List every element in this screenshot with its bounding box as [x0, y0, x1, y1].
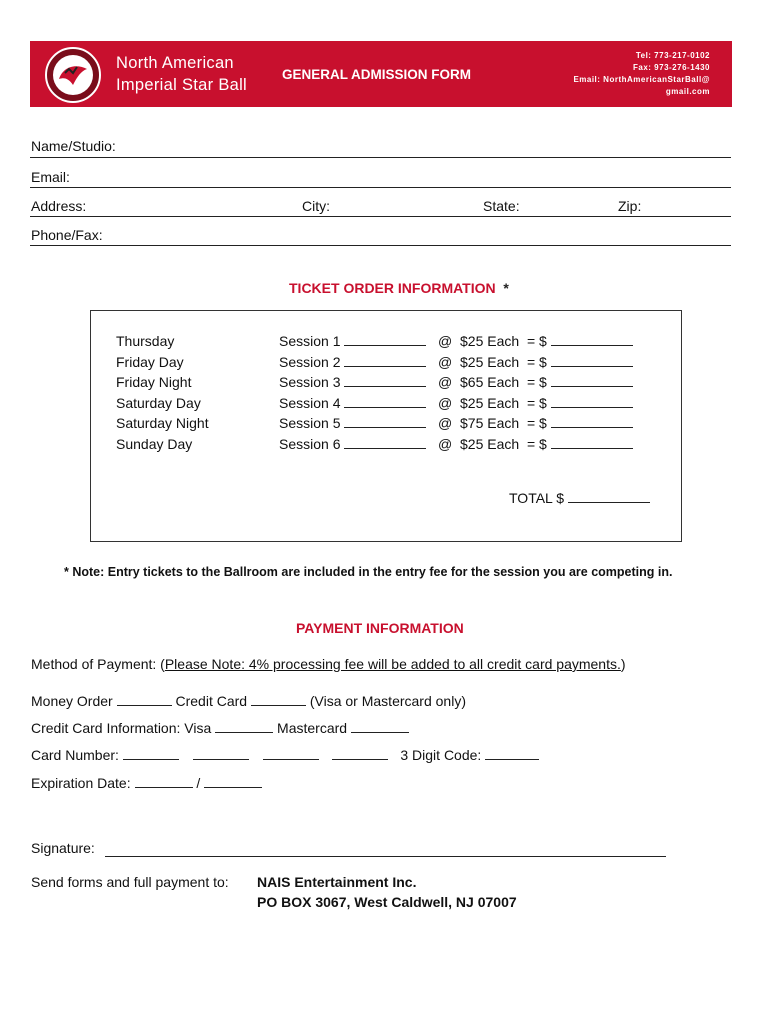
expiration-month-field[interactable] [135, 775, 193, 788]
method-of-payment [31, 656, 626, 672]
session-label: Session 6 [279, 435, 341, 452]
payment-section-title: PAYMENT INFORMATION [296, 620, 464, 636]
session-label: Session 5 [279, 415, 341, 431]
ticket-section-title [289, 280, 509, 296]
signature-field[interactable] [105, 856, 666, 857]
brand-line-2: Imperial Star Ball [116, 76, 248, 94]
session-qty-field[interactable] [344, 415, 426, 428]
price-row [438, 413, 633, 434]
brand-line-1: North American [116, 54, 234, 72]
payment-type-row [31, 693, 466, 709]
send-to-address: PO BOX 3067, West Caldwell, NJ 07007 [257, 894, 517, 910]
fax: Fax: 973-276-1430 [633, 63, 710, 72]
mastercard-field[interactable] [351, 720, 409, 733]
mastercard-label: Mastercard [277, 720, 348, 736]
price-label: $65 Each [460, 374, 520, 390]
address-label: Address: [31, 198, 87, 214]
at-symbol: @ [438, 333, 453, 349]
tel: Tel: 773-217-0102 [635, 51, 710, 60]
session-label: Session 2 [279, 353, 341, 370]
at-symbol: @ [438, 394, 453, 411]
session-row [279, 393, 426, 414]
equals-dollar: = $ [526, 353, 547, 370]
price-row [438, 372, 633, 393]
session-row [279, 372, 426, 393]
at-symbol: @ [438, 374, 453, 390]
card-number-field[interactable] [263, 747, 319, 760]
total-row [509, 490, 650, 506]
form-title: GENERAL ADMISSION FORM [282, 67, 472, 82]
day-item: Thursday [116, 333, 175, 349]
at-symbol: @ [438, 415, 453, 431]
session-row [279, 434, 426, 455]
equals-dollar: = $ [526, 435, 547, 452]
session-list [279, 331, 426, 454]
zip-label: Zip: [618, 198, 642, 214]
amount-field[interactable] [551, 415, 633, 428]
state-label: State: [483, 198, 520, 214]
city-label: City: [302, 198, 330, 214]
session-label: Session 1 [279, 333, 341, 349]
money-order-field[interactable] [117, 693, 172, 706]
email-line-1: Email: NorthAmericanStarBall@ [573, 75, 710, 84]
expiration-year-field[interactable] [204, 775, 262, 788]
phone-fax-label: Phone/Fax: [31, 227, 103, 243]
session-label: Session 3 [279, 374, 341, 390]
email-line-2: gmail.com [665, 87, 710, 96]
processing-fee-note: Please Note: 4% processing fee will be added to all credit card payments. [164, 656, 621, 672]
send-to-name: NAIS Entertainment Inc. [257, 874, 417, 890]
session-row [279, 413, 426, 434]
session-qty-field[interactable] [344, 333, 426, 346]
digit-code-field[interactable] [485, 747, 539, 760]
digit-code-label: 3 Digit Code: [400, 747, 482, 763]
money-order-label: Money Order [31, 693, 113, 709]
day-item: Sunday Day [116, 435, 193, 452]
session-qty-field[interactable] [344, 374, 426, 387]
price-label: $25 Each [460, 394, 520, 411]
address-field[interactable] [30, 216, 731, 217]
price-row [438, 331, 633, 352]
brand-name [116, 52, 247, 96]
credit-card-field[interactable] [251, 693, 306, 706]
card-type-row [31, 720, 409, 736]
price-label: $25 Each [460, 333, 520, 349]
expiration-row [31, 775, 262, 791]
session-row [279, 352, 426, 373]
email-field[interactable] [30, 187, 731, 188]
session-label: Session 4 [279, 394, 341, 411]
equals-dollar: = $ [526, 374, 547, 390]
amount-field[interactable] [551, 395, 633, 408]
ticket-asterisk: * [503, 280, 509, 296]
visa-mc-note: (Visa or Mastercard only) [309, 693, 466, 709]
equals-dollar: = $ [526, 333, 547, 349]
session-qty-field[interactable] [344, 436, 426, 449]
contact-info [573, 50, 710, 98]
phone-fax-field[interactable] [30, 245, 731, 246]
price-label: $25 Each [460, 435, 520, 452]
amount-field[interactable] [551, 354, 633, 367]
card-number-label: Card Number: [31, 747, 119, 763]
price-row [438, 352, 633, 373]
amount-field[interactable] [551, 374, 633, 387]
ticket-title-text: TICKET ORDER INFORMATION [289, 280, 496, 296]
expiration-label: Expiration Date: [31, 775, 131, 791]
equals-dollar: = $ [526, 394, 547, 411]
price-row [438, 434, 633, 455]
amount-field[interactable] [551, 436, 633, 449]
method-label: Method of Payment: ( [31, 656, 165, 672]
logo-emblem-icon [53, 55, 93, 95]
day-item: Friday Night [116, 374, 192, 390]
price-label: $75 Each [460, 415, 520, 431]
price-list [438, 331, 633, 454]
name-studio-label: Name/Studio: [31, 138, 116, 154]
equals-dollar: = $ [526, 415, 547, 431]
day-list [116, 331, 209, 454]
email-label: Email: [31, 169, 70, 185]
at-symbol: @ [438, 435, 453, 452]
card-number-field[interactable] [123, 747, 179, 760]
price-label: $25 Each [460, 353, 520, 370]
name-studio-field[interactable] [30, 157, 731, 158]
session-row [279, 331, 426, 352]
at-symbol: @ [438, 353, 453, 370]
day-item: Saturday Night [116, 415, 209, 431]
day-item: Friday Day [116, 353, 184, 370]
session-qty-field[interactable] [344, 354, 426, 367]
method-close: ) [620, 656, 626, 672]
entry-note: * Note: Entry tickets to the Ballroom are included in the entry fee for the session you are competing in. [64, 565, 673, 579]
card-number-field[interactable] [332, 747, 388, 760]
amount-field[interactable] [551, 333, 633, 346]
day-item: Saturday Day [116, 394, 201, 411]
card-number-field[interactable] [193, 747, 249, 760]
signature-label: Signature: [31, 840, 95, 856]
visa-field[interactable] [215, 720, 273, 733]
session-qty-field[interactable] [344, 395, 426, 408]
price-row [438, 393, 633, 414]
total-label: TOTAL $ [509, 490, 564, 506]
expiration-slash: / [196, 775, 201, 791]
send-to-label: Send forms and full payment to: [31, 874, 229, 890]
visa-label: Credit Card Information: Visa [31, 720, 212, 736]
total-field[interactable] [568, 490, 650, 503]
credit-card-label: Credit Card [175, 693, 248, 709]
card-number-row [31, 747, 539, 763]
